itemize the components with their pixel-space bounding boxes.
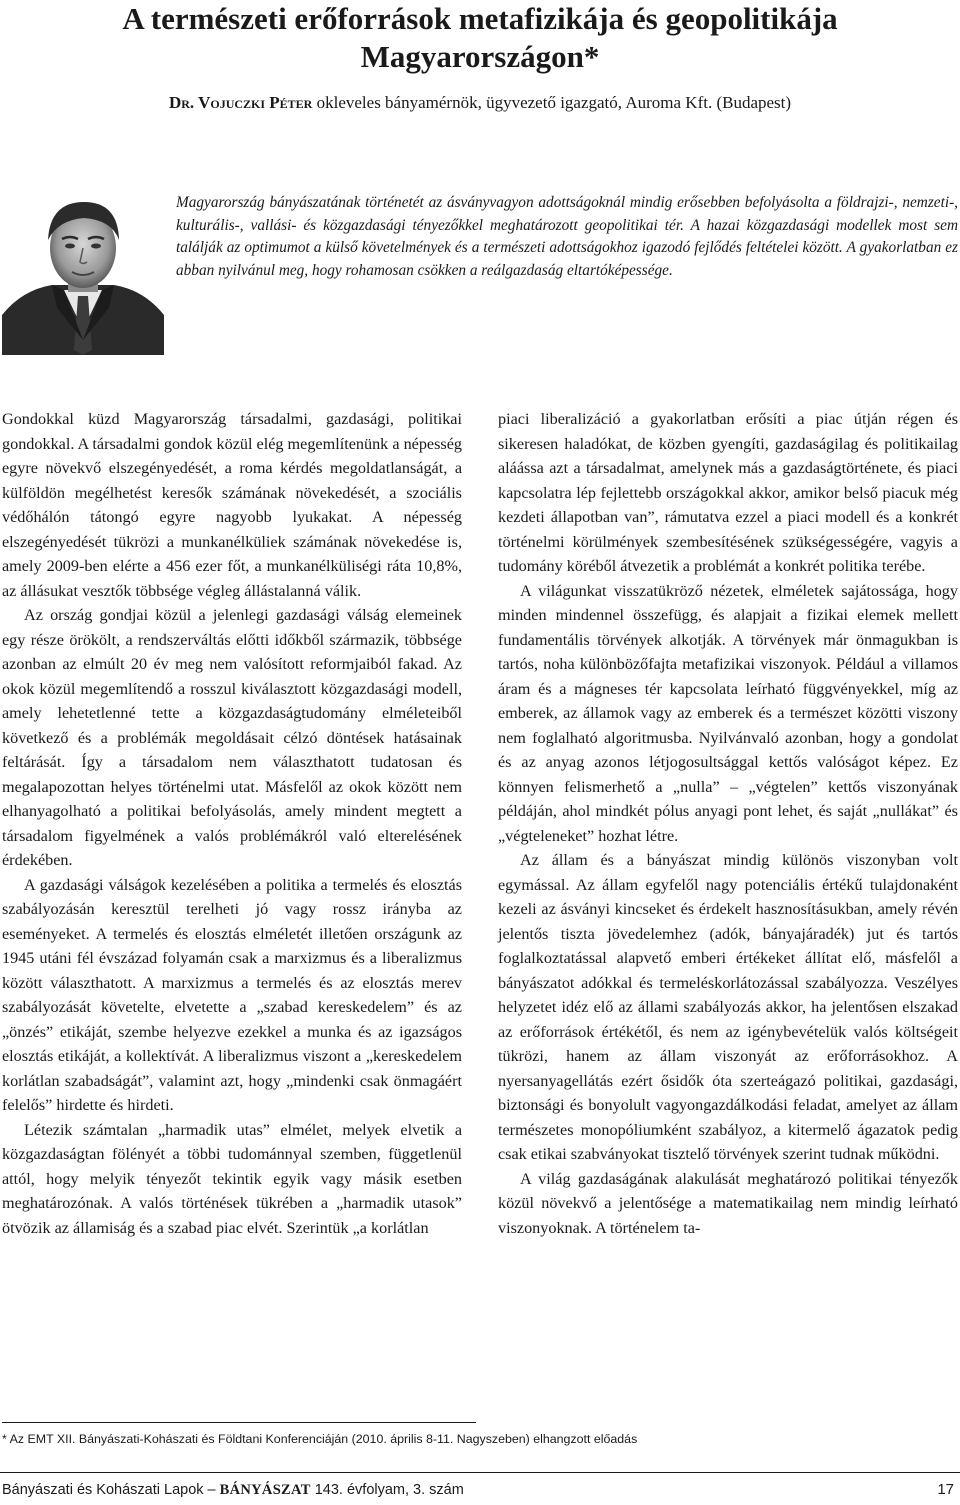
author-name: Dr. Vojuczki Péter xyxy=(168,93,313,112)
paragraph: Gondokkal küzd Magyarország társadalmi, gazdasági, politikai gondokkal. A társadalmi gondok közül elég megemlítenünk a népesség egyre növekvő elszegényedését, a roma kérdés megoldatlanságát, a külföldön megélhetést keresők számának növekedését, a szociális védőhálón tátongó egyre nagyobb lyukakat. A népesség elszegényedését tükrözi a munkanélküliek számának növekedése is, amely 2009-ben elérte a 456 ezer főt, a munkanélküliségi ráta 10,8%, az állásukat vesztők többsége végleg állástalanná válik. xyxy=(2,410,462,600)
abstract: Magyarország bányászatának történetét az ásványvagyon adottságoknál mindig erősebben befolyásolta a földrajzi-, nemzeti-, kulturális-, vallási- és közgazdasági tényezőkkel meghatározott geopolitikai tér. A hazai közgazdasági modellek most sem találják az optimumot a külső követelmények és a természeti adottságokhoz igazodó fejlődés feltételei között. A gyakorlatban ez abban nyilvánul meg, hogy rohamosan csökken a reálgazdaság eltartóképessége. xyxy=(176,194,958,279)
right-column xyxy=(498,407,958,1240)
journal-footer xyxy=(2,1480,464,1500)
page-number: 17 xyxy=(937,1481,954,1498)
author-affiliation: okleveles bányamérnök, ügyvezető igazgató, Auroma Kft. (Budapest) xyxy=(312,93,792,112)
journal-issue: 143. évfolyam, 3. szám xyxy=(310,1482,464,1498)
journal-name: Bányászati és Kohászati Lapok – xyxy=(2,1482,220,1498)
author-line xyxy=(40,92,920,114)
author-portrait xyxy=(2,190,164,355)
title-line-1: A természeti erőforrások metafizikája és geopolitikája xyxy=(122,1,838,36)
title-line-2: Magyarországon* xyxy=(360,39,600,74)
paragraph: A világunkat visszatükröző nézetek, elméletek sajátossága, hogy minden mindennel összefügg, és alapjait a fizikai elemek mellett fundamentális törvények alkotják. A törvények már önmagukban is tartós, noha különbözőfajta metafizikai viszonyok. Például a villamos áram és a mágneses tér kapcsolata leírható függvényekkel, míg az emberek, az államok vagy az emberek és a természet közötti viszony nem foglalható algoritmusba. Nyilvánvaló azonban, hogy a gondolat és az anyag azonos létjogosultsággal kettős valóságot képez. Ez könnyen felismerhető a „nulla” – „végtelen” kettős viszonyának példáján, ahol mindkét pólus anyagi pont lehet, és saját „nullákat” és „végteleneket” hozhat létre. xyxy=(498,581,958,845)
paragraph: A gazdasági válságok kezelésében a politika a termelés és elosztás szabályozásán keresztül terelheti jó vagy rossz irányba az eseményeket. A termelés és elosztás elméletét illetően országunk az 1945 utáni fél évszázad folyamán csak a marxizmus és a liberalizmus között választhatott. A marxizmus a termelés és az elosztás merev szabályozását követelte, elvetette a „szabad kereskedelem” és az „önzés” etikáját, szembe helyezve ezekkel a munka és az igazságos elosztás etikáját, a kollektívát. A liberalizmus viszont a „kereskedelem korlátlan szabadságát”, valamint azt, hogy „mindenki csak önmagáért felelős” hirdette és hirdeti. xyxy=(2,875,462,1114)
paragraph: Létezik számtalan „harmadik utas” elmélet, melyek elvetik a közgazdaságtan fölényét a többi tudománnyal szemben, függetlenül attól, hogy melyik tényezőt tekintik egyik vagy másik esetben meghatározónak. A valós történések tükrében a „harmadik utasok” ötvözik az államiság és a szabad piac elvét. Szerintük „a korlátlan xyxy=(2,1120,462,1237)
left-column xyxy=(2,407,462,1240)
paragraph: Az állam és a bányászat mindig különös viszonyban volt egymással. Az állam egyfelől nagy potenciális értékű tulajdonaként kezeli az ásványi kincseket és érdekelt hasznosításukban, amely révén jelentős tiszta jövedelemhez (adók, bányajáradék) jut és tartós foglalkoztatással alapvető emberi értékeket állítat elő, másfelől a bányászatot adókkal és termeléskorlátozással szabályozza. Veszélyes helyzetet idéz elő az állami szabályozás akkor, ha jelentősen elszakad az erőforrások értékétől, és nem az igénybevételük valós költségeit tükrözi, hanem az állam viszonyát az erőforrásokhoz. A nyersanyagellátás ezért ősidők óta szerteágazó politikai, gazdasági, biztonsági és bonyolult vagyongazdálkodási feladat, amelyet az állam természetes monopóliumként szabályoz, a kitermelő ágazatok pedig csak etikai szabványokat tisztelő törvények szerint tudnak működni. xyxy=(498,851,958,1163)
journal-short-name: BÁNYÁSZAT xyxy=(219,1482,311,1498)
footnote-divider xyxy=(2,1422,476,1423)
article-title xyxy=(40,0,920,76)
paragraph: Az ország gondjai közül a jelenlegi gazdasági válság elemeinek egy része örökölt, a rendszerváltás előtti időkből származik, többsége azonban az elmúlt 20 év meg nem valósított reformjaiból fakad. Az okok közül megemlítendő a rosszul kiválasztott közgazdasági modell, amely lehetetlenné tette a közgazdaságtudomány elméleteiből következő és a problémák megoldásait célzó döntések hatásainak feltárását. Így a társadalom nem választhatott tudatosan és megalapozottan helyes történelmi utat. Másfelől az okok között nem elhanyagolható a politikai befolyásolás, amely mindent megtett a társadalom figyelmének a valós problémákról való elterelésének érdekében. xyxy=(2,606,462,869)
footnote: * Az EMT XII. Bányászati-Kohászati és Földtani Konferenciáján (2010. április 8-11. Nagyszeben) elhangzott előadás xyxy=(2,1432,638,1446)
footer-divider xyxy=(0,1472,960,1473)
paragraph: piaci liberalizáció a gyakorlatban erősíti a piac útján régen és sikeresen haladókat, de közben gyengíti, gazdaságilag és politikailag aláássa azt a társadalmat, amelynek más a gazdaságtörténete, és piaci kapcsolatra lép fejlettebb országokkal akkor, amikor belső piacuk még kezdeti állapotban van”, rámutatva ezzel a piaci modell és a konkrét történelmi körülmények szembesítésének szükségességére, vagyis a tudomány köréből átvezetik a problémát a konkrét politika terébe. xyxy=(498,410,958,575)
paragraph: A világ gazdaságának alakulását meghatározó politikai tényezők közül növekvő a jelentősége a matematikailag nem mindig leírható viszonyoknak. A történelem ta- xyxy=(498,1169,958,1237)
